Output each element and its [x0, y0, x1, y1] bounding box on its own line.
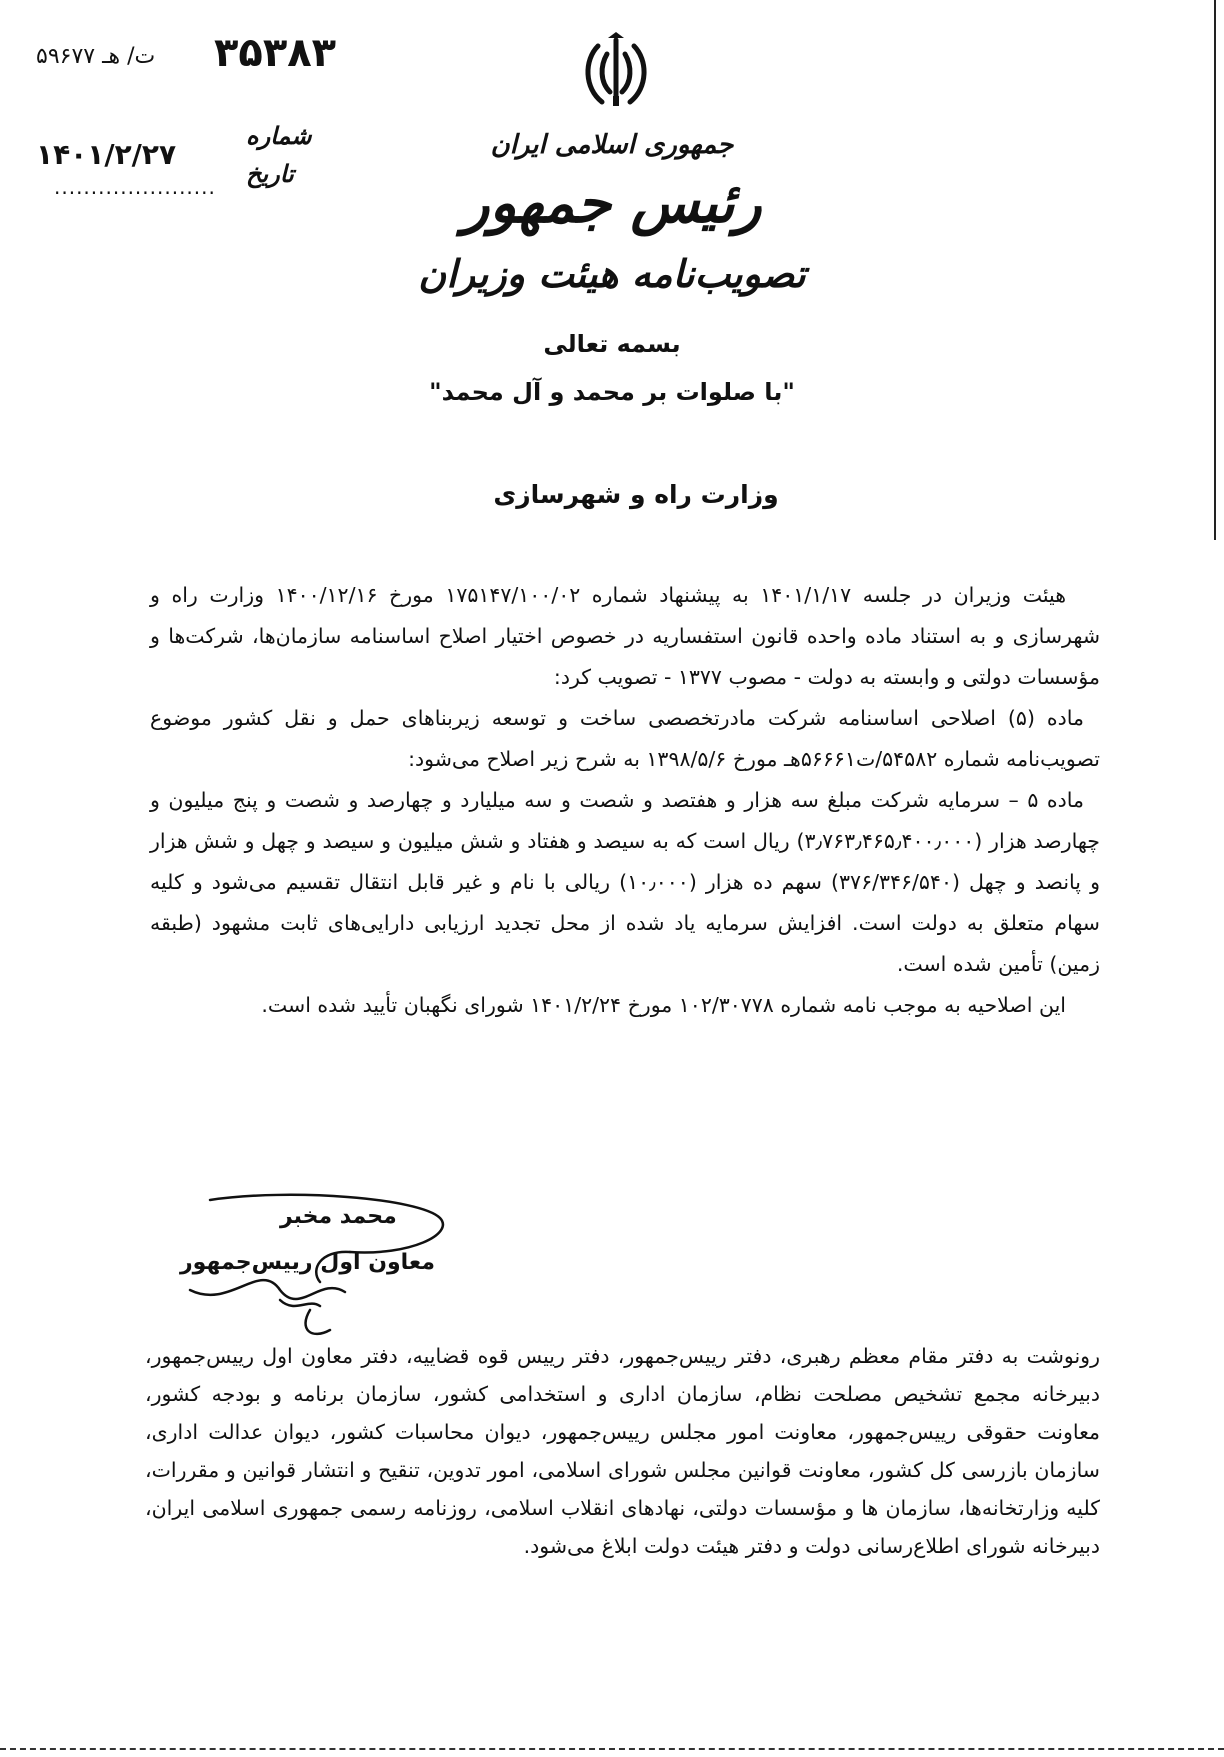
- distribution-list: رونوشت به دفتر مقام معظم رهبری، دفتر رییس‌جمهور، دفتر رییس قوه قضاییه، دفتر معاون اول رییس‌جمهور، دبیرخانه مجمع تشخیص مصلحت نظام، سازمان اداری و استخدامی کشور، سازمان برنامه و بودجه کشور، معاونت حقوقی رییس‌جمهور، معاونت امور مجلس رییس‌جمهور، دیوان محاسبات کشور، دیوان عدالت اداری، سازمان بازرسی کل کشور، معاونت قوانین مجلس شورای اسلامی، امور تدوین، تنقیح و انتشار قوانین و مقررات، کلیه وزارتخانه‌ها، سازمان ها و مؤسسات دولتی، نهادهای انقلاب اسلامی، روزنامه رسمی جمهوری اسلامی ایران، دبیرخانه شورای اطلاع‌رسانی دولت و دفتر هیئت دولت ابلاغ می‌شود.: [145, 1344, 1100, 1558]
- reference-number: ۵۹۶۷۷ ت/ هـ: [36, 44, 156, 69]
- signatory-name: محمد مخبر: [280, 1204, 397, 1229]
- date-dots: ......................: [54, 175, 216, 199]
- document-type-title: تصویب‌نامه هیئت وزیران: [418, 252, 806, 296]
- paragraph: هیئت وزیران در جلسه ۱۴۰۱/۱/۱۷ به پیشنهاد شماره ۱۷۵۱۴۷/۱۰۰/۰۲ مورخ ۱۴۰۰/۱۲/۱۶ وزارت راه و شهرسازی و به استناد ماده واحده قانون استفساریه در خصوص اختیار اصلاح اساسنامه سازمان‌ها، شرکت‌ها و مؤسسات دولتی و وابسته به دولت - مصوب ۱۳۷۷ - تصویب کرد:: [150, 583, 1100, 689]
- date-label: تاریخ: [246, 160, 294, 188]
- invocation: بسمه تعالی: [543, 330, 681, 358]
- paragraph: این اصلاحیه به موجب نامه شماره ۱۰۲/۳۰۷۷۸ مورخ ۱۴۰۱/۲/۲۴ شورای نگهبان تأیید شده است.: [261, 993, 1066, 1017]
- signatory-title: معاون اول رییس‌جمهور: [180, 1250, 435, 1275]
- decree-body: [150, 575, 1100, 1026]
- number-label: شماره: [246, 122, 312, 150]
- emblem-icon: [580, 32, 652, 110]
- edge-line: [1214, 0, 1216, 540]
- office-title: رئیس جمهور: [462, 171, 762, 236]
- country-title: جمهوری اسلامی ایران: [490, 130, 734, 160]
- salutation: "با صلوات بر محمد و آل محمد": [429, 378, 795, 406]
- paragraph: ماده ۵ – سرمایه شرکت مبلغ سه هزار و هفتصد و شصت و سه میلیارد و چهارصد و شصت و پنج میلیون و چهارصد هزار (۳٫۷۶۳٫۴۶۵٫۴۰۰٫۰۰۰) ریال است که به سیصد و هفتاد و شش میلیون و سیصد و چهل و شش هزار و پانصد و چهل (۳۷۶/۳۴۶/۵۴۰) سهم ده هزار (۱۰٫۰۰۰) ریالی با نام و غیر قابل انتقال تقسیم می‌شود و کلیه سهام متعلق به دولت است. افزایش سرمایه یاد شده از محل تجدید ارزیابی دارایی‌های ثابت مشهود (طبقه زمین) تأمین شده است.: [150, 788, 1100, 976]
- paragraph: ماده (۵) اصلاحی اساسنامه شرکت مادرتخصصی ساخت و توسعه زیربناهای حمل و نقل کشور موضوع تصویب‌نامه شماره ۵۴۵۸۲/ت۵۶۶۶۱هـ مورخ ۱۳۹۸/۵/۶ به شرح زیر اصلاح می‌شود:: [150, 706, 1100, 771]
- signature-block: [170, 1190, 470, 1350]
- registry-number: ۳۵۳۸۳: [214, 30, 337, 76]
- bottom-divider: [0, 1748, 1224, 1750]
- date-value: ۱۴۰۱/۲/۲۷: [36, 138, 177, 171]
- addressee: وزارت راه و شهرسازی: [493, 480, 779, 509]
